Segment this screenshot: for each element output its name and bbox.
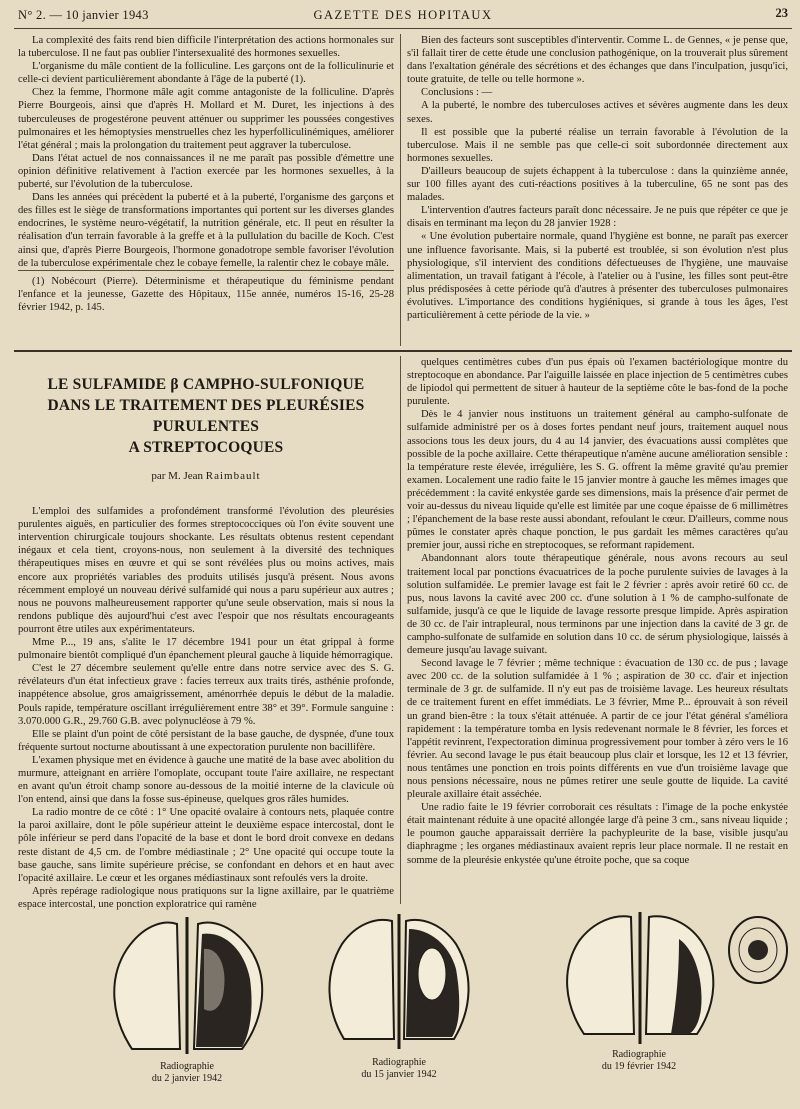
footnote: (1) Nobécourt (Pierre). Déterminisme et thérapeutique du féminisme pendant l'enfance et la jeunesse, Gazette des Hôpitaux, 115e année, numéros 15-16, 25-28 février 1942, p. 145. xyxy=(18,270,394,314)
paragraph: L'examen physique met en évidence à gauche une matité de la base avec abolition du murmure, atteignant en arrière l'omoplate, occupant toute l'aire axillaire, ne respectant en avant qu'un étroit champ sonore au-dessous de la moitié interne de la clavicule où l'on entend, ainsi que dans la fosse sus-épineuse, quelques gros râles humides. xyxy=(18,754,394,806)
paragraph: Abandonnant alors toute thérapeutique générale, nous avons recours au seul traitement local par ponctions évacuatrices de la poche purulente suivies de lavages à la solution sulfamidée. Le premier lavage est fait le 2 février : après avoir retiré 60 cc. de pus, nous lavons la cavité avec 200 cc. d'une solution à 1 % de campho-sulfonate de sulfamide, jusqu'à ce que le liquide de lavage ressorte presque limpide. Après aspiration de 30 cc. de l'air intrapleural, nous terminons par une injection dans la cavité de 3 gr. de campho-sulfonate de sulfamide en solution dans 10 cc. de sérum physiologique, laissés à demeure jusqu'au lavage suivant. xyxy=(407,553,788,657)
caption-line: du 15 janvier 1942 xyxy=(361,1069,437,1080)
paragraph: Mme P..., 19 ans, s'alite le 17 décembre 1941 pour un état grippal à forme pulmonaire bientôt compliqué d'un épanchement pleural gauche à liquide hémorragique. xyxy=(18,637,394,662)
article-title-line-2: DANS LE TRAITEMENT DES PLEURÉSIES PURULENTES xyxy=(47,397,365,435)
author-prefix: par M. Jean xyxy=(151,470,204,482)
paragraph: A la puberté, le nombre des tuberculoses actives et sévères augmente dans les deux sexes. xyxy=(407,100,788,125)
author-name: Raimbault xyxy=(205,470,261,482)
caption-line: Radiographie xyxy=(612,1049,666,1060)
paragraph: L'intervention d'autres facteurs paraît donc nécessaire. Je ne puis que répéter ce que je disais en terminant ma leçon du 28 janvier 1928 : xyxy=(407,205,788,230)
paragraph: C'est le 27 décembre seulement qu'elle entre dans notre service avec des S. G. révélateurs d'un état infectieux grave : facies terreux aux traits tirés, asthénie profonde, inappétence absolue, gros amaigrissement, aménorrhée depuis le début de la maladie. Pouls rapide, température oscillant irrégulièrement entre 38° et 39°. Formule sanguine : 3.070.000 G.R., 29.760 G.B. avec polynucléose à 79 %. xyxy=(18,663,394,727)
chest-radiograph-drawing xyxy=(92,909,282,1059)
article-title-line-3: A STREPTOCOQUES xyxy=(128,439,284,456)
page-header xyxy=(14,4,792,29)
radiograph-figure-1 xyxy=(92,909,282,1084)
paragraph: quelques centimètres cubes d'un pus épais où l'examen bactériologique montre du streptocoque en abondance. Par l'aiguille laissée en place injection de 5 centimètres cubes de lipiodol qui permettent de situer à hauteur de la septième côte le bas-fond de la poche purulente. xyxy=(407,357,788,408)
paragraph: Dans les années qui précèdent la puberté et à la puberté, l'organisme des garçons et des filles est le siège de transformations importantes qui portent sur les diverses glandes endocrines, le système neuro-végétatif, la nutrition générale, etc. Il peut en résulter la réalisation d'un terrain favorable à la greffe et à la pullulation du bacille de Koch. C'est ainsi que, d'après Pierre Bourgeois, l'hormone gonadotrope semble favoriser l'évolution de la tuberculose expérimentale chez le cobaye femelle, la ralentir chez le cobaye mâle. xyxy=(18,192,394,269)
article-left-column xyxy=(18,356,394,910)
figure-caption-2 xyxy=(329,1057,469,1081)
caption-line: du 2 janvier 1942 xyxy=(151,1073,223,1084)
caption-line: Radiographie xyxy=(372,1057,426,1068)
article-left-body xyxy=(18,505,394,911)
paragraph: Une radio faite le 19 février corroborait ces résultats : l'image de la poche enkystée était maintenant réduite à une opacité allongée large d'à peine 3 cm., sans niveau liquide ; le poumon gauche apparaissait derrière la pachypleurite de la base, visible jusqu'au diaphragme ; les organes médiastinaux avaient repris leur place normale. Il ne restait en somme de la pleurésie enkystée qu'une étroite poche, que sa coque xyxy=(407,802,788,866)
radiograph-figures xyxy=(14,909,792,1104)
radiograph-figure-3 xyxy=(549,909,729,1072)
paragraph: Dès le 4 janvier nous instituons un traitement général au campho-sulfonate de sulfamide administré per os à doses fortes pendant neuf jours, traitement auquel nous associons tous les deux jours, du 4 au 14 janvier, des évacuations aussi complètes que possible de la poche axillaire. Cette thérapeutique n'amène aucune amélioration sensible : la température reste élevée, irrégulière, les S. G. offrent la même gravité qu'au premier examen. Localement une radio faite le 15 janvier montre à gauche les mêmes images que précédemment : la cavité enkystée garde ses dimensions, mais la présence d'air permet de voir au-dessus du niveau liquide qu'elle est limitée par une coque épaisse de 6 millimètres ; l'épanchement de la base reste aussi abondant, refoulant le cœur. D'ailleurs, comme nous pûmes le constater après chaque ponction, le pus gardait les mêmes caractères qu'au premier jour, aussi riche en streptocoques, se reformant rapidement. xyxy=(407,409,788,552)
caption-line: du 19 février 1942 xyxy=(601,1061,677,1072)
section-divider xyxy=(14,350,792,352)
figure-caption-3 xyxy=(569,1049,709,1073)
top-left-column xyxy=(18,34,394,346)
paragraph: Après repérage radiologique nous pratiquons sur la ligne axillaire, par le quatrième espace intercostal, une ponction exploratrice qui ramène xyxy=(18,885,394,910)
previous-article-end xyxy=(14,34,792,349)
caption-line: Radiographie xyxy=(160,1061,214,1072)
top-right-column xyxy=(407,34,788,346)
column-rule xyxy=(400,34,401,346)
newspaper-page xyxy=(14,4,792,1104)
article-title-line-1: LE SULFAMIDE β CAMPHO-SULFONIQUE xyxy=(47,376,365,393)
paragraph: Bien des facteurs sont susceptibles d'interventir. Comme L. de Gennes, « je pense que, s'il fallait tirer de cette étude une conclusion pathogénique, on la trouverait plus sûrement dans l'exaltation générale des sécrétions et des échanges que dans l'inculpation, jusqu'ici, toute gratuite, de telle ou telle hormone ». xyxy=(407,35,788,86)
article-right-column xyxy=(407,356,788,904)
faculty-seal-icon xyxy=(726,914,790,986)
figure-caption-1 xyxy=(117,1061,257,1085)
paragraph: D'ailleurs beaucoup de sujets échappent à la tuberculose : dans la quinzième année, sur 100 filles ayant des cuti-réactions positives à la tuberculine, 65 ne sont pas des malades. xyxy=(407,165,788,204)
paragraph: Dans l'état actuel de nos connaissances il ne me paraît pas possible d'émettre une opinion définitive relativement à l'action exercée par les hormones sexuelles, à la puberté, sur l'évolution de la tuberculose. xyxy=(18,152,394,191)
paragraph: Il est possible que la puberté réalise un terrain favorable à l'évolution de la tuberculose. Mais il ne semble pas que celle-ci soit subordonnée directement aux hormones sexuelles. xyxy=(407,126,788,164)
article-title xyxy=(18,374,394,458)
paragraph: Chez la femme, l'hormone mâle agit comme antagoniste de la folliculine. D'après Pierre Bourgeois, ainsi que d'après H. Mollard et M. Duret, les injections à des tuberculeuses de progestérone peuvent atténuer ou supprimer les poussées congestives pulmonaires et les hémoptysies menstruelles chez les hyperfolliculinémiques, améliorer l'état général ; mais la prolongation du traitement peut aggraver la tuberculose. xyxy=(18,87,394,151)
page-number: 23 xyxy=(775,6,788,20)
radiograph-figure-2 xyxy=(314,909,484,1080)
issue-date: N° 2. — 10 janvier 1943 xyxy=(18,8,149,22)
paragraph: Second lavage le 7 février ; même technique : évacuation de 130 cc. de pus ; lavage avec 200 cc. de la solution sulfamidée à 1 % ; aspiration de 30 cc. d'air et injection terminale de 3 gr. de sulfamide. Il n'y eut pas de troisième lavage. Les heureux résultats de ce traitement furent en effet immédiats. Le 3 février, Mme P... éprouvait à son réveil un grand bien-être : la toux s'était atténuée. A partir de ce jour l'état général s'améliora rapidement : la température tomba en lysis redevenant normale le 8 février, les forces et l'appétit revinrent, l'expectoration diminua progressivement pour tomber à zéro vers le 16 février. Au second lavage le pus était beaucoup plus clair et lorsque, les 12 et 13 février, nous tentâmes une ponction en trois points différents en vue d'un troisième lavage que nous pensions nécessaire, nous ne pûmes retirer une seule goutte de liquide. La cavité pleurale axillaire était asséchée. xyxy=(407,658,788,801)
journal-title: GAZETTE DES HOPITAUX xyxy=(313,8,493,22)
paragraph: La radio montre de ce côté : 1° Une opacité ovalaire à contours nets, plaquée contre la paroi axillaire, dont le pôle supérieur atteint le deuxième espace intercostal, dont le pôle inférieur se perd dans l'opacité de la base et dont le bord droit convexe en dedans reste distant de 4,5 cm. de l'ombre médiastinale ; 2° Une opacité qui occupe toute la base gauche, sans limite supérieure précise, se confondant en dehors et en haut avec l'opacité axillaire. Le cœur et les organes médiastinaux sont refoulés vers la droite. xyxy=(18,807,394,884)
column-rule xyxy=(400,356,401,904)
article-author xyxy=(18,470,394,483)
paragraph: La complexité des faits rend bien difficile l'interprétation des actions hormonales sur la tuberculose. Il ne faut pas oublier l'intersexualité des hormones sexuelles. xyxy=(18,35,394,60)
chest-radiograph-drawing xyxy=(314,909,484,1054)
paragraph: Conclusions : — xyxy=(421,87,493,99)
paragraph: « Une évolution pubertaire normale, quand l'hygiène est bonne, ne paraît pas exercer une influence favorisante. Mais, si la puberté est troublée, si son évolution n'est plus physiologique, s'il intervient des conditions défectueuses de l'hygiène, une mauvaise alimentation, un travail fatigant à l'école, à l'atelier ou à l'usine, les filles sont peut-être plus prédisposées à cette période qu'à d'autres à présenter des tuberculoses pulmonaires évolutives. L'importance des conditions hygiéniques, si grande à tous les âges, l'est particulièrement à cette période de la vie. » xyxy=(407,231,788,321)
library-stamp xyxy=(726,914,790,991)
paragraph: Elle se plaint d'un point de côté persistant de la base gauche, de dyspnée, d'une toux fréquente surtout nocturne aboutissant à une expectoration purulente non bacillifère. xyxy=(18,728,394,753)
chest-radiograph-drawing xyxy=(549,909,729,1049)
paragraph: L'organisme du mâle contient de la folliculine. Les garçons ont de la folliculinurie et celle-ci devient particulièrement abondante à l'âge de la puberté (1). xyxy=(18,61,394,86)
paragraph: L'emploi des sulfamides a profondément transformé l'évolution des pleurésies purulentes aiguës, en particulier des formes streptococciques où l'on évite souvent une intervention chirurgicale toujours shockante. Les résultats obtenus restent cependant inégaux et cela tient, croyons-nous, non seulement à la diversité des techniques thérapeutiques mises en œuvre et qui se sont révélées plus ou moins actives, mais encore aux propriétés variables des produits utilisés jusqu'à présent. Nous avons récemment employé un nouveau dérivé sulfamidé qui nous a paru supérieur aux autres ; nous ne pouvons malheureusement rapporter qu'une seule observation, mais si nous la rendons publique dès aujourd'hui c'est avec l'espoir que nos résultats encourageants pourront être utiles aux expérimentateurs. xyxy=(18,506,394,635)
